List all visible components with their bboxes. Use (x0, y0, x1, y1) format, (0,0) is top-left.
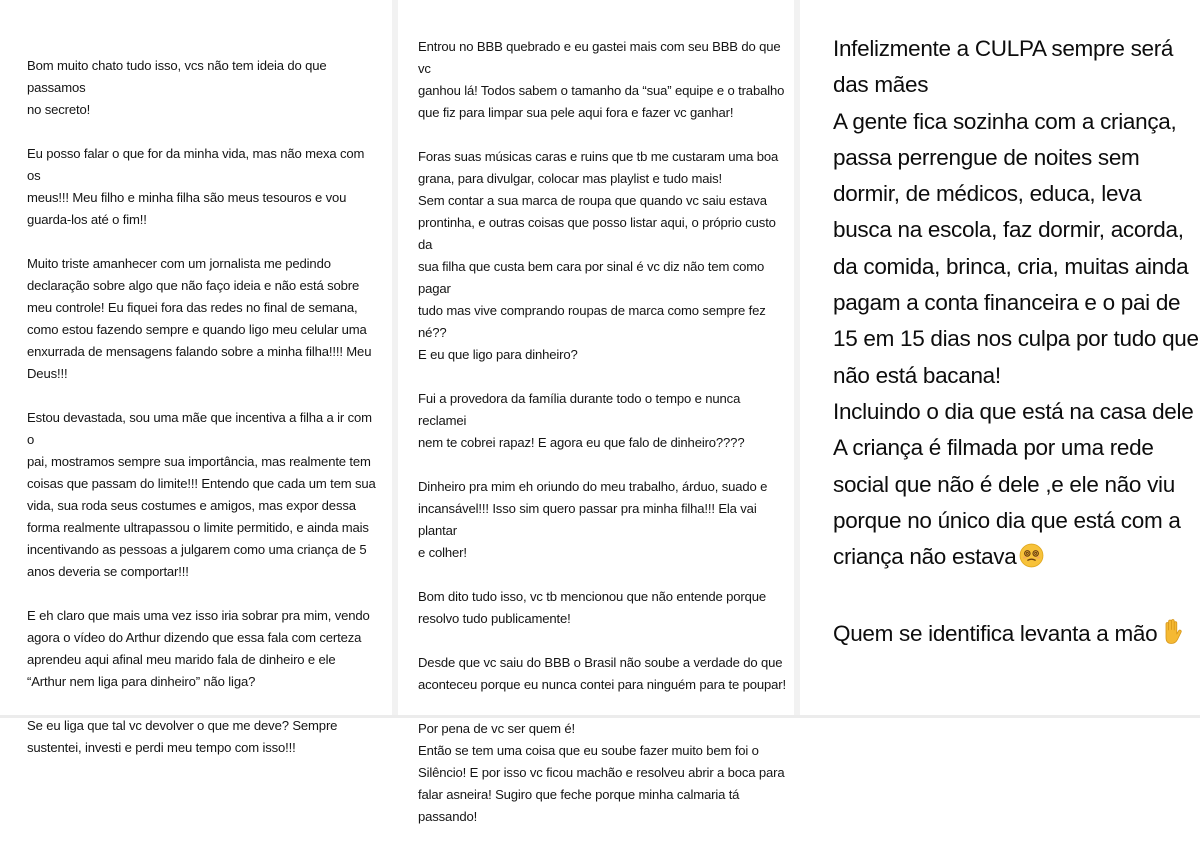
story-text-block (27, 55, 379, 781)
story-line: 15 em 15 dias nos culpa por tudo que (833, 326, 1199, 352)
story-paragraph: Se eu liga que tal vc devolver o que me deve? Sempre sustentei, investi e perdi meu tempo com isso!!! (27, 718, 338, 755)
story-line-with-emoji (833, 616, 1195, 656)
story-paragraph: Bom dito tudo isso, vc tb mencionou que não entende porque resolvo tudo publicamente! (418, 589, 766, 626)
story-paragraph: Foras suas músicas caras e ruins que tb me custaram uma boa grana, para divulgar, colocar mas playlist e tudo mais! Sem contar a sua marca de roupa que quando vc saiu estava prontinha, e outras coisas que posso listar aqui, o próprio custo da sua filha que custa bem cara por sinal é vc diz não tem como pagar tudo mas vive comprando roupas de marca como sempre fez né?? E eu que ligo para dinheiro? (418, 149, 779, 362)
story-paragraph: E eh claro que mais uma vez isso iria sobrar pra mim, vendo agora o vídeo do Arthur dizendo que essa fala com certeza aprendeu aqui afinal meu marido fala de dinheiro e ele “Arthur nem liga para dinheiro” não liga? (27, 608, 370, 689)
story-panel-left (0, 0, 392, 755)
story-line: porque no único dia que está com a (833, 507, 1181, 533)
story-panel-middle (398, 0, 794, 824)
story-line: A gente fica sozinha com a criança, (833, 108, 1177, 134)
story-line-text: Quem se identifica levanta a mão (833, 620, 1158, 646)
dizzy-face-emoji (1019, 543, 1044, 579)
story-line: das mães (833, 72, 929, 98)
story-paragraph: Dinheiro pra mim eh oriundo do meu trabalho, árduo, suado e incansável!!! Isso sim quero passar pra minha filha!!! Ela vai plantar e colher! (418, 479, 768, 560)
story-paragraph: Bom muito chato tudo isso, vcs não tem ideia do que passamos no secreto! (27, 58, 327, 117)
story-line: Incluindo o dia que está na casa dele (833, 398, 1194, 424)
story-large-text (833, 31, 1199, 656)
story-line: não está bacana! (833, 362, 1001, 388)
story-paragraph: Entrou no BBB quebrado e eu gastei mais com seu BBB do que vc ganhou lá! Todos sabem o tamanho da “sua” equipe e o trabalho que fiz para limpar sua pele aqui fora e fazer vc ganhar! (418, 39, 785, 120)
story-line: dormir, de médicos, educa, leva (833, 181, 1142, 207)
story-line: busca na escola, faz dormir, acorda, (833, 217, 1184, 243)
story-line: social que não é dele ,e ele não viu (833, 471, 1175, 497)
story-paragraph: Fui a provedora da família durante todo o tempo e nunca reclamei nem te cobrei rapaz! E agora eu que falo de dinheiro???? (418, 391, 745, 450)
story-paragraph: Eu posso falar o que for da minha vida, mas não mexa com os meus!!! Meu filho e minha filha são meus tesouros e vou guarda-los até o fim!! (27, 146, 365, 227)
bottom-edge (0, 715, 1200, 718)
story-paragraph: Desde que vc saiu do BBB o Brasil não soube a verdade do que aconteceu porque eu nunca contei para ninguém para te poupar! (418, 655, 786, 692)
story-line: Infelizmente a CULPA sempre será (833, 36, 1174, 61)
story-line: passa perrengue de noites sem (833, 144, 1140, 170)
story-line: A criança é filmada por uma rede (833, 435, 1154, 461)
story-line: da comida, brinca, cria, muitas ainda (833, 253, 1189, 279)
story-line: pagam a conta financeira e o pai de (833, 290, 1181, 316)
story-text-block (418, 36, 788, 850)
raised-hand-emoji (1160, 618, 1184, 656)
story-paragraph: Estou devastada, sou uma mãe que incentiva a filha a ir com o pai, mostramos sempre sua importância, mas realmente tem coisas que passam do limite!!! Entendo que cada um tem sua vida, sua roda seus costumes e amigos, mas expor dessa forma realmente ultrapassou o limite permitido, e ainda mais incentivando as pessoas a julgarem como uma criança de 5 anos deveria se comportar!!! (27, 410, 376, 579)
story-line-text: criança não estava (833, 544, 1017, 570)
story-line-with-emoji (833, 539, 1195, 579)
story-paragraph: Muito triste amanhecer com um jornalista me pedindo declaração sobre algo que não faço ideia e não está sobre meu controle! Eu fiquei fora das redes no final de semana, como estou fazendo sempre e quando ligo meu celular uma enxurrada de mensagens falando sobre a minha filha!!!! Meu Deus!!! (27, 256, 372, 381)
story-panel-right (800, 0, 1200, 718)
story-line-blank (833, 579, 1195, 615)
story-paragraph: Por pena de vc ser quem é! Então se tem uma coisa que eu soube fazer muito bem foi o Silêncio! E por isso vc ficou machão e resolveu abrir a boca para falar asneira! Sugiro que feche porque minha calmaria tá passando! (418, 721, 785, 824)
